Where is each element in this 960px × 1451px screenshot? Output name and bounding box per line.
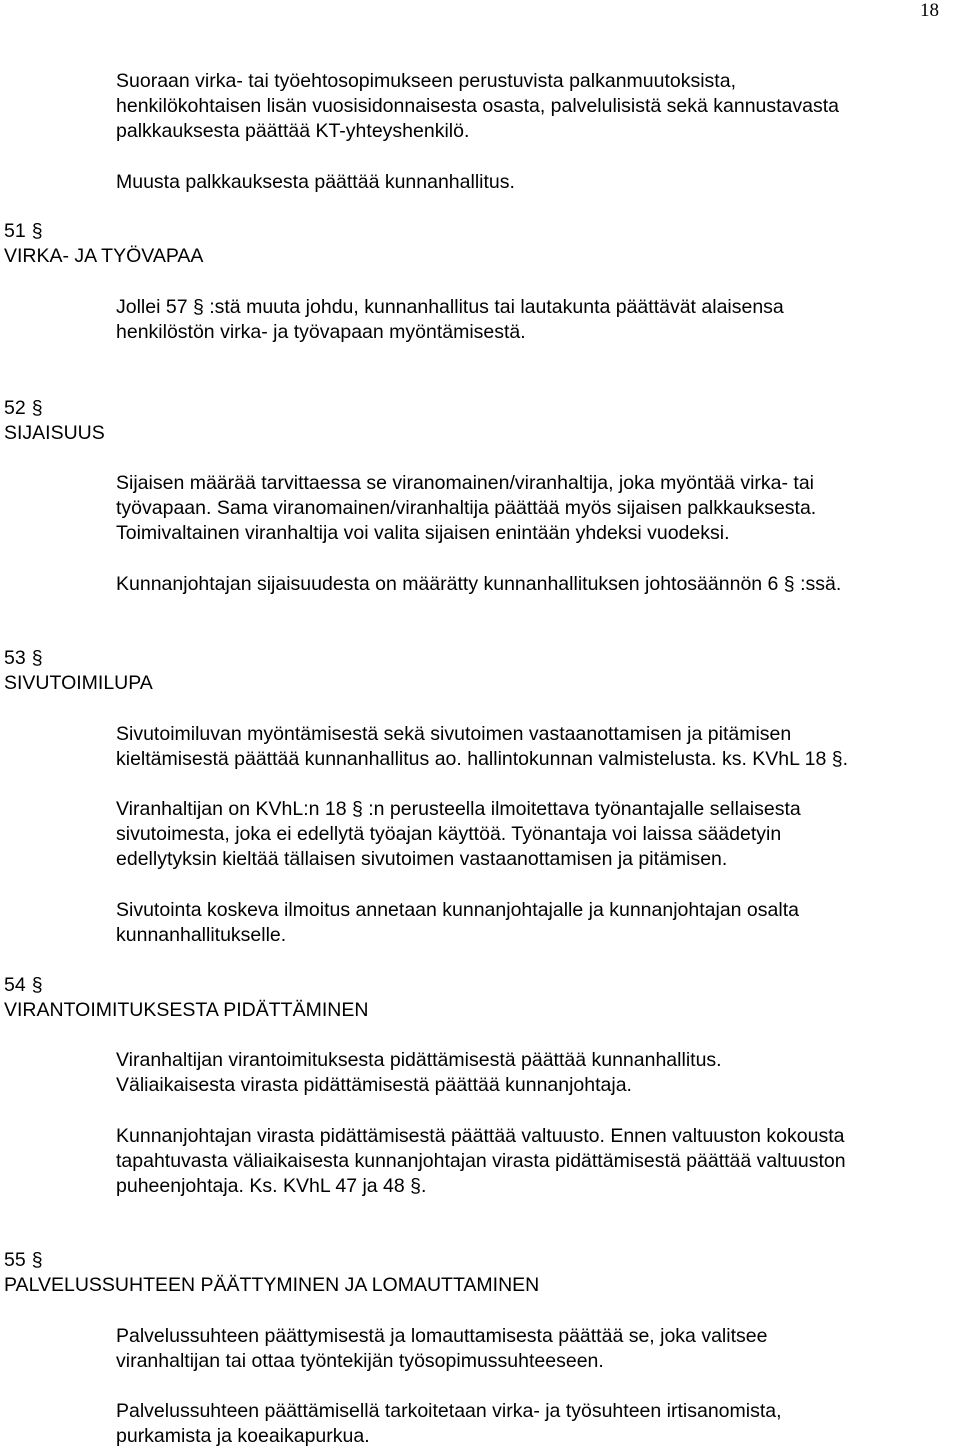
text-line: purkamista ja koeaikapurkua. bbox=[116, 1425, 370, 1447]
section-55-paragraph-2 bbox=[116, 1399, 782, 1449]
text-line: Kunnanjohtajan virasta pidättämisestä päättää valtuusto. Ennen valtuuston kokousta bbox=[116, 1125, 845, 1147]
text-line: Muusta palkkauksesta päättää kunnanhallitus. bbox=[116, 171, 515, 193]
section-53-paragraph-3 bbox=[116, 898, 799, 948]
section-52-paragraph bbox=[116, 471, 816, 546]
section-52-paragraph-2 bbox=[116, 572, 841, 597]
section-number: 53 § bbox=[4, 647, 43, 669]
text-line: työvapaan. Sama viranomainen/viranhaltija päättää myös sijaisen palkkauksesta. bbox=[116, 497, 817, 519]
section-symbol: § bbox=[31, 974, 43, 996]
section-number: 54 § bbox=[4, 974, 43, 996]
text-line: sivutoimesta, joka ei edellytä työajan käyttöä. Työnantaja voi laissa säädetyin bbox=[116, 823, 782, 845]
section-title: VIRKA- JA TYÖVAPAA bbox=[4, 245, 204, 267]
text-line: Toimivaltainen viranhaltija voi valita sijaisen enintään yhdeksi vuodeksi. bbox=[116, 522, 730, 544]
text-line: Viranhaltijan virantoimituksesta pidättämisestä päättää kunnanhallitus. bbox=[116, 1049, 722, 1071]
text-line: Jollei 57 § :stä muuta johdu, kunnanhallitus tai lautakunta päättävät alaisensa bbox=[116, 296, 784, 318]
text-line: henkilökohtaisen lisän vuosisidonnaisesta osasta, palvelulisistä sekä kannustavasta bbox=[116, 95, 840, 117]
text-line: kunnanhallitukselle. bbox=[116, 924, 287, 946]
section-number: 55 § bbox=[4, 1249, 43, 1271]
section-number: 52 § bbox=[4, 397, 43, 419]
section-53-paragraph-2 bbox=[116, 797, 801, 872]
page-number: 18 bbox=[920, 0, 939, 21]
intro-paragraph-2 bbox=[116, 170, 515, 195]
section-54-paragraph-2 bbox=[116, 1124, 846, 1199]
text-line: kieltämisestä päättää kunnanhallitus ao. hallintokunnan valmistelusta. ks. KVhL 18 §. bbox=[116, 748, 849, 770]
section-number: 51 § bbox=[4, 220, 43, 242]
intro-paragraph bbox=[116, 69, 839, 144]
section-heading-54 bbox=[4, 973, 368, 1023]
text-line: Sivutoimiluvan myöntämisestä sekä sivutoimen vastaanottamisen ja pitämisen bbox=[116, 723, 792, 745]
section-heading-52 bbox=[4, 396, 105, 446]
text-line: Palvelussuhteen päättymisestä ja lomauttamisesta päättää se, joka valitsee bbox=[116, 1325, 768, 1347]
text-line: edellytyksin kieltää tällaisen sivutoimen vastaanottamisen ja pitämisen. bbox=[116, 848, 728, 870]
section-symbol: § bbox=[31, 1249, 43, 1271]
section-title: SIVUTOIMILUPA bbox=[4, 672, 153, 694]
section-53-paragraph bbox=[116, 722, 848, 772]
text-line: viranhaltijan tai ottaa työntekijän työsopimussuhteeseen. bbox=[116, 1350, 604, 1372]
section-symbol: § bbox=[31, 220, 43, 242]
section-heading-53 bbox=[4, 646, 153, 696]
section-symbol: § bbox=[31, 647, 43, 669]
section-heading-51 bbox=[4, 219, 203, 269]
text-line: Suoraan virka- tai työehtosopimukseen perustuvista palkanmuutoksista, bbox=[116, 70, 736, 92]
text-line: tapahtuvasta väliaikaisesta kunnanjohtajan virasta pidättämisestä päättää valtuuston bbox=[116, 1150, 846, 1172]
section-title: SIJAISUUS bbox=[4, 422, 105, 444]
text-line: puheenjohtaja. Ks. KVhL 47 ja 48 §. bbox=[116, 1175, 427, 1197]
text-line: Palvelussuhteen päättämisellä tarkoitetaan virka- ja työsuhteen irtisanomista, bbox=[116, 1400, 782, 1422]
text-line: Sivutointa koskeva ilmoitus annetaan kunnanjohtajalle ja kunnanjohtajan osalta bbox=[116, 899, 799, 921]
section-symbol: § bbox=[31, 397, 43, 419]
text-line: Kunnanjohtajan sijaisuudesta on määrätty kunnanhallituksen johtosäännön 6 § :ssä. bbox=[116, 573, 842, 595]
text-line: palkkauksesta päättää KT-yhteyshenkilö. bbox=[116, 120, 470, 142]
text-line: henkilöstön virka- ja työvapaan myöntämisestä. bbox=[116, 321, 526, 343]
section-54-paragraph bbox=[116, 1048, 722, 1098]
text-line: Väliaikaisesta virasta pidättämisestä päättää kunnanjohtaja. bbox=[116, 1074, 632, 1096]
section-55-paragraph bbox=[116, 1324, 767, 1374]
section-title: VIRANTOIMITUKSESTA PIDÄTTÄMINEN bbox=[4, 999, 369, 1021]
text-line: Sijaisen määrää tarvittaessa se viranomainen/viranhaltija, joka myöntää virka- tai bbox=[116, 472, 814, 494]
section-heading-55 bbox=[4, 1248, 539, 1298]
section-51-paragraph bbox=[116, 295, 784, 345]
section-title: PALVELUSSUHTEEN PÄÄTTYMINEN JA LOMAUTTAMINEN bbox=[4, 1274, 540, 1296]
text-line: Viranhaltijan on KVhL:n 18 § :n perusteella ilmoitettava työnantajalle sellaisesta bbox=[116, 798, 801, 820]
